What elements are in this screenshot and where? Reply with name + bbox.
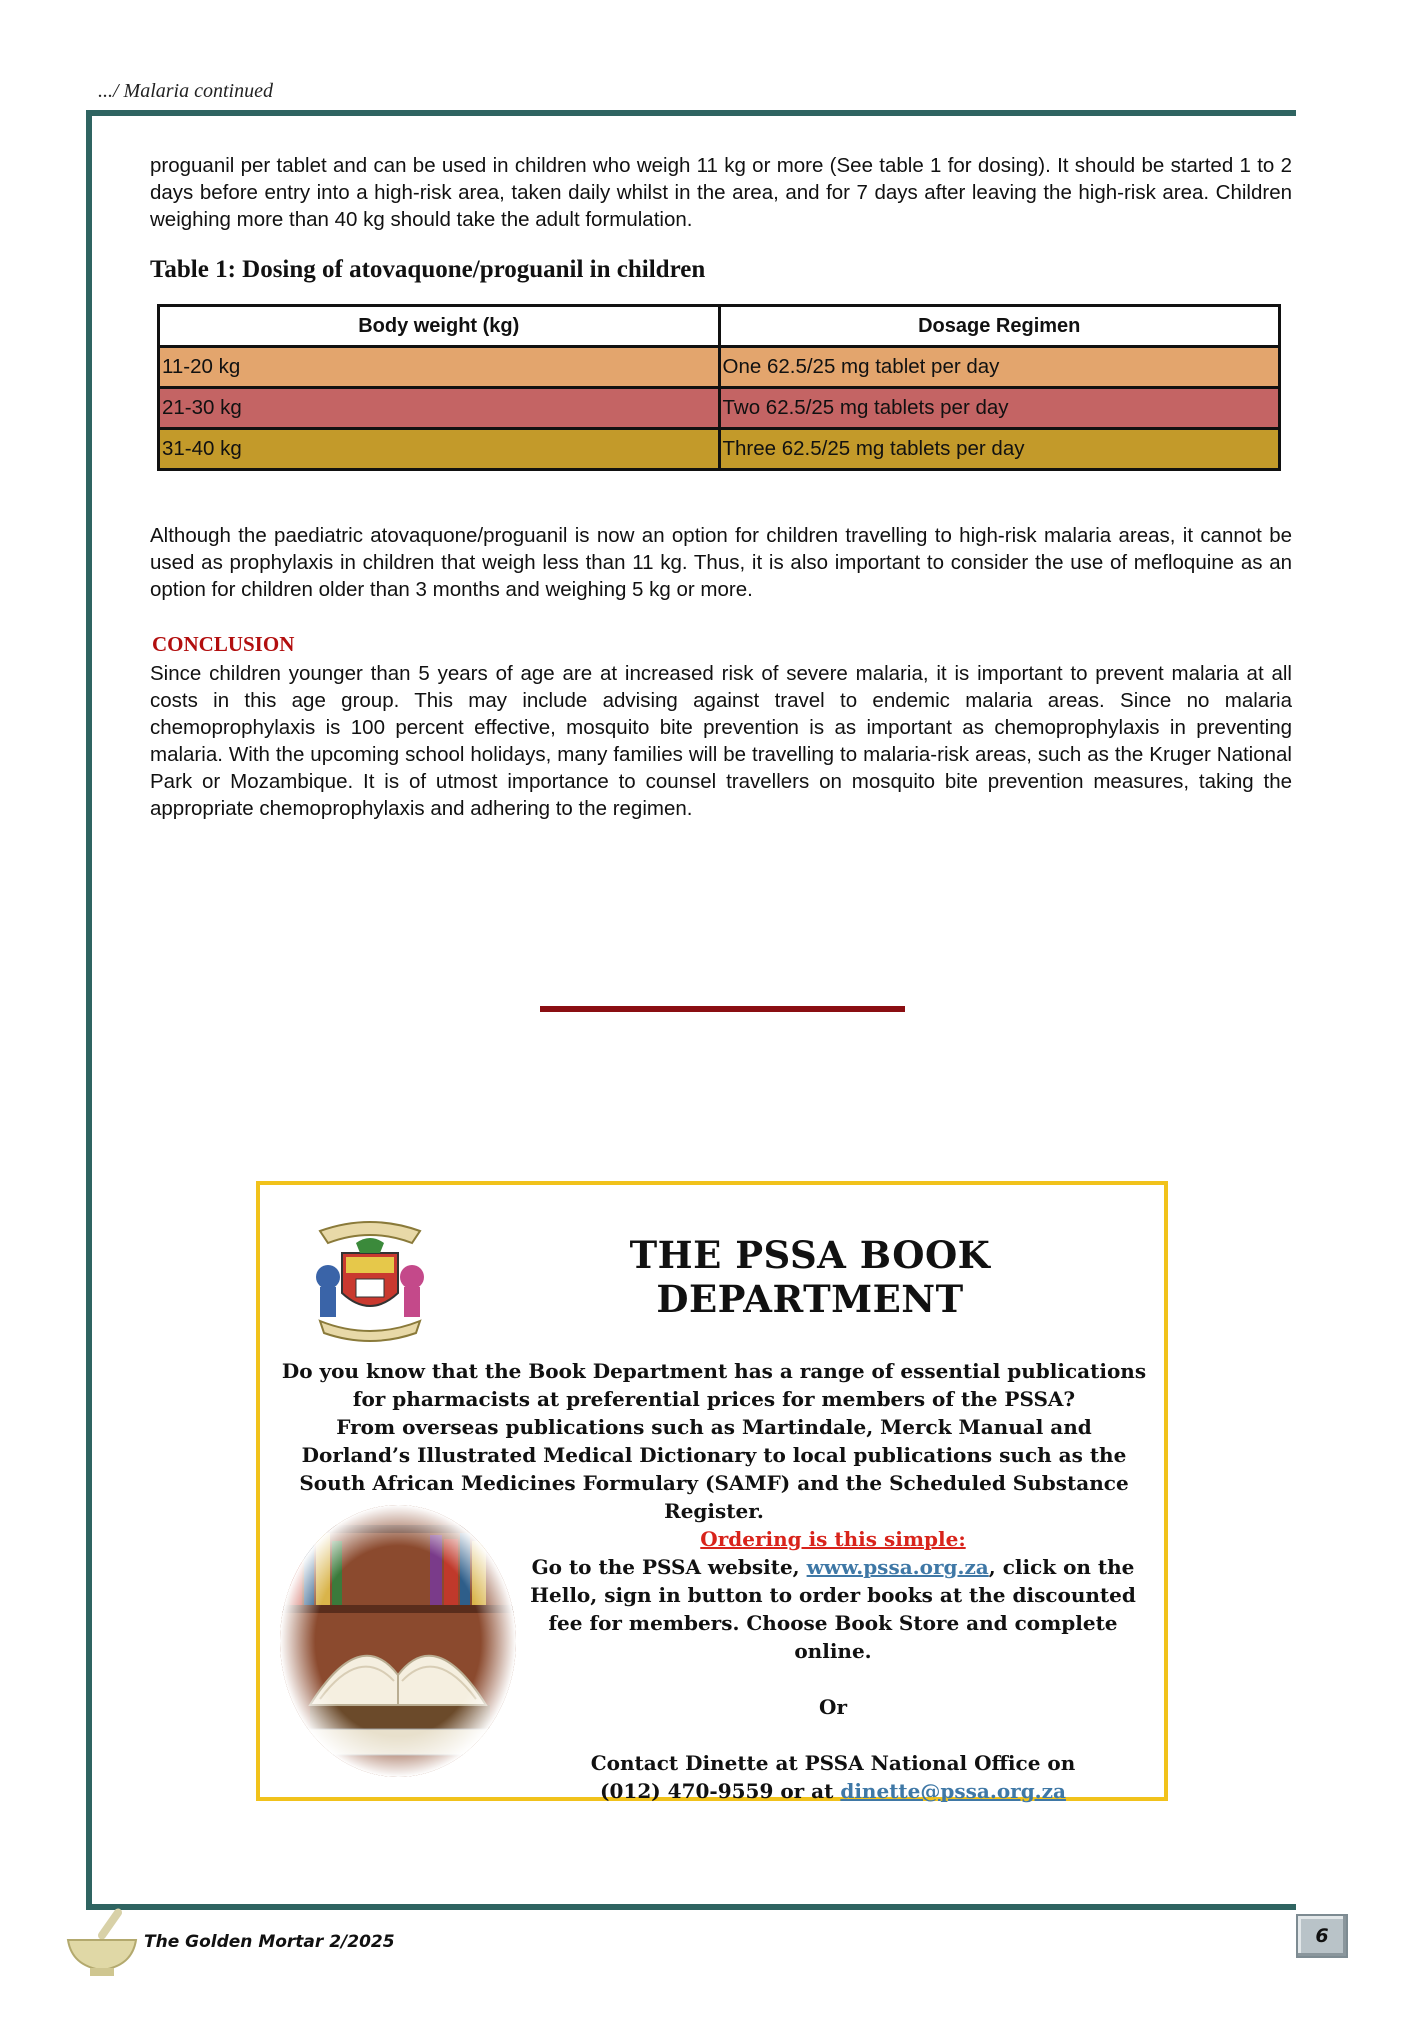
- ad-intro-line-2: From overseas publications such as Martindale, Merck Manual and Dorland’s Illustrated Medical Dictionary to local publications such as the South African Medicines Formulary (SAMF) and the Scheduled Substance Register.: [299, 1415, 1129, 1523]
- table-row: [159, 388, 1280, 429]
- dosing-table: [157, 304, 1281, 471]
- weight-cell: 11-20 kg: [159, 347, 720, 388]
- table-row: [159, 429, 1280, 470]
- dose-cell: Three 62.5/25 mg tablets per day: [719, 429, 1280, 470]
- book-department-ad: [256, 1181, 1168, 1801]
- header-body-weight: Body weight (kg): [159, 306, 720, 347]
- pssa-crest-icon: [300, 1213, 440, 1343]
- contact-line: Contact Dinette at PSSA National Office on: [590, 1751, 1076, 1775]
- or-separator: Or: [819, 1695, 847, 1719]
- email-link[interactable]: dinette@pssa.org.za: [840, 1779, 1066, 1803]
- ad-intro: [280, 1357, 1148, 1525]
- conclusion-heading: CONCLUSION: [152, 632, 295, 656]
- website-text-post: , click on the Hello, sign in button to order books at the discounted fee for members. Choose Book Store and complete online.: [530, 1555, 1136, 1663]
- phone-text: (012) 470-9559 or at: [600, 1779, 841, 1803]
- website-instructions: [528, 1553, 1138, 1665]
- header-dosage-regimen: Dosage Regimen: [719, 306, 1280, 347]
- frame-bottom-rule: [86, 1904, 1296, 1910]
- table-row: [159, 347, 1280, 388]
- frame-left-rule: [86, 110, 92, 1910]
- ad-ordering-info: [528, 1525, 1138, 1805]
- table-title: Table 1: Dosing of atovaquone/proguanil in children: [150, 256, 706, 283]
- ad-intro-line-1: Do you know that the Book Department has a range of essential publications for pharmacists at preferential prices for members of the PSSA?: [281, 1359, 1147, 1411]
- ad-title: THE PSSA BOOK DEPARTMENT: [629, 1233, 991, 1321]
- pssa-website-link[interactable]: www.pssa.org.za: [806, 1555, 989, 1579]
- intro-paragraph: proguanil per tablet and can be used in children who weigh 11 kg or more (See table 1 for dosing). It should be started 1 to 2 days before entry into a high-risk area, taken daily whilst in the area, and for 7 days after leaving the high-risk area. Children weighing more than 40 kg should take the adult formulation.: [150, 154, 1292, 231]
- publication-footer: The Golden Mortar 2/2025: [144, 1932, 395, 1952]
- table-header-row: [159, 306, 1280, 347]
- website-text-pre: Go to the PSSA website,: [531, 1555, 807, 1579]
- phone-email-line: [528, 1777, 1138, 1805]
- paediatric-paragraph: Although the paediatric atovaquone/proguanil is now an option for children travelling to high-risk malaria areas, it cannot be used as prophylaxis in children that weigh less than 11 kg. Thus, it is also important to consider the use of mefloquine as an option for children older than 3 months and weighing 5 kg or more.: [150, 524, 1292, 601]
- conclusion-paragraph: Since children younger than 5 years of age are at increased risk of severe malaria, it is important to prevent malaria at all costs in this age group. This may include advising against travel to endemic malaria areas. Since no malaria chemoprophylaxis is 100 percent effective, mosquito bite prevention is as important as chemoprophylaxis in preventing malaria. With the upcoming school holidays, many families will be travelling to malaria-risk areas, such as the Kruger National Park or Mozambique. It is of utmost importance to counsel travellers on mosquito bite prevention measures, taking the appropriate chemoprophylaxis and adhering to the regimen.: [150, 662, 1292, 820]
- mortar-pestle-icon: [62, 1900, 142, 1980]
- weight-cell: 31-40 kg: [159, 429, 720, 470]
- running-head: .../ Malaria continued: [98, 80, 273, 102]
- dose-cell: Two 62.5/25 mg tablets per day: [719, 388, 1280, 429]
- page-number: 6: [1296, 1914, 1348, 1958]
- frame-top-rule: [86, 110, 1296, 116]
- ordering-heading: Ordering is this simple:: [700, 1527, 966, 1551]
- books-image: [280, 1505, 516, 1777]
- section-divider: [540, 1006, 905, 1012]
- dose-cell: One 62.5/25 mg tablet per day: [719, 347, 1280, 388]
- weight-cell: 21-30 kg: [159, 388, 720, 429]
